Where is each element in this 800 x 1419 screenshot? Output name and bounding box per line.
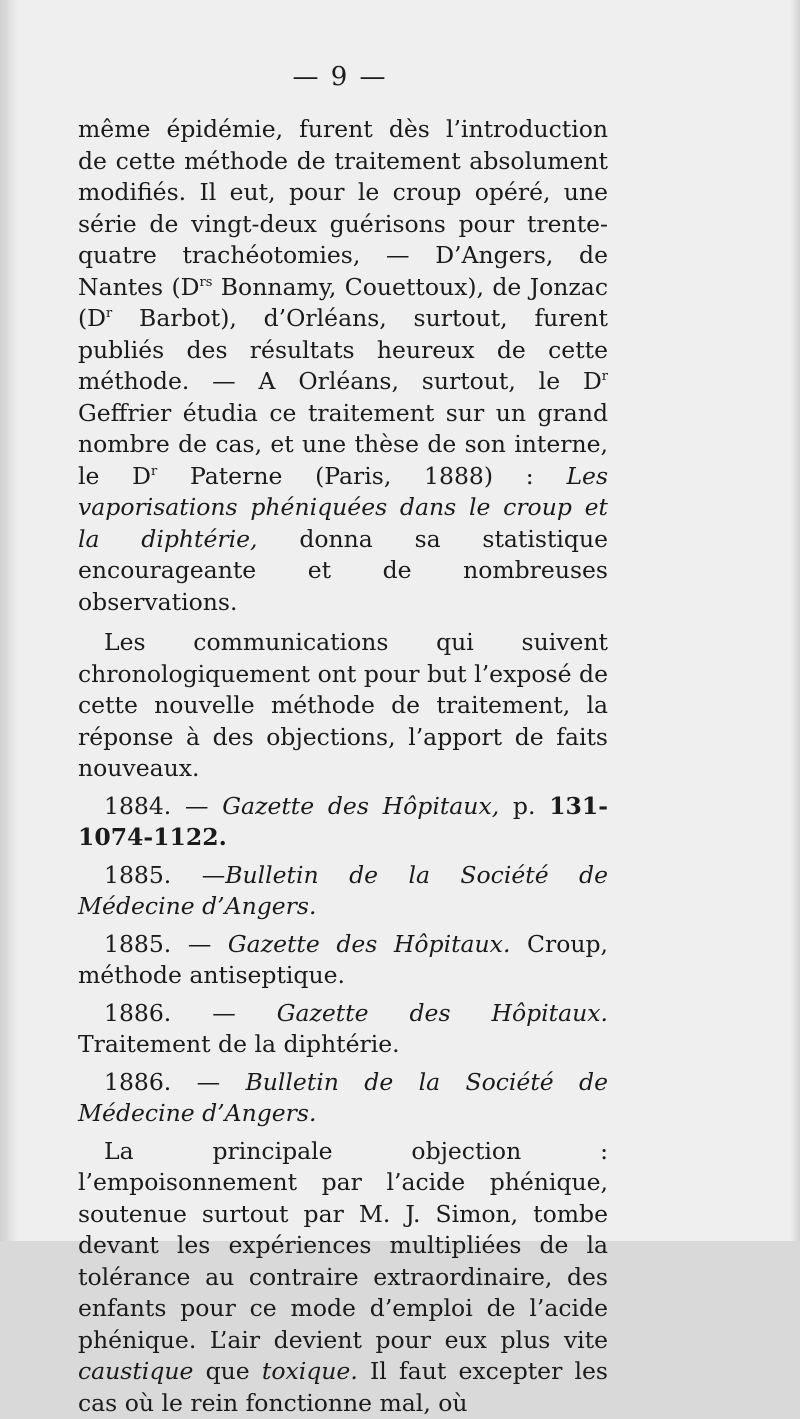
superscript-drs: rs	[200, 275, 213, 290]
paragraph-1-text-d: Geffrier étudia ce traitement sur un grand nombre de cas, et une thèse de son interne, le D	[78, 399, 608, 490]
paragraph-1-text-e: Paterne (Paris, 1888) :	[157, 462, 566, 490]
paragraph-3-text-c: Il faut excepter les cas où le rein fonctionne mal, où	[78, 1357, 608, 1417]
reference-year: 1886.	[104, 999, 171, 1027]
reference-year: 1884.	[104, 792, 171, 820]
paragraph-3	[78, 1136, 608, 1419]
reference-item	[78, 1067, 608, 1130]
paragraph-1-text-c: Barbot), d’Orléans, surtout, furent publiés des résultats heureux de cette méthode. — A Orléans, surtout, le D	[78, 304, 608, 395]
superscript-dr: r	[602, 369, 608, 384]
italic-word: toxique.	[262, 1357, 358, 1385]
reference-title: Bulletin de la Société de Médecine d’Angers.	[78, 1068, 608, 1128]
thesis-title: Les vaporisations phéniquées dans le croup et la diphtérie,	[78, 462, 608, 553]
reference-title: Gazette des Hôpitaux.	[228, 930, 511, 958]
reference-detail: p.	[499, 792, 549, 820]
reference-detail: Traitement de la diphtérie.	[78, 1030, 400, 1058]
paragraph-2: Les communications qui suivent chronologiquement ont pour but l’exposé de cette nouvelle méthode de traitement, la réponse à des objections, l’apport de faits nouveaux.	[78, 627, 608, 785]
superscript-dr: r	[106, 306, 112, 321]
reference-pages: 131-1074-1122.	[78, 792, 608, 852]
reference-title: Gazette des Hôpitaux,	[222, 792, 499, 820]
reference-year: 1885.	[104, 861, 171, 889]
reference-year: 1886.	[104, 1068, 171, 1096]
paragraph-3-text-b: que	[193, 1357, 261, 1385]
reference-title: Bulletin de la Société de Médecine d’Angers.	[78, 861, 608, 921]
italic-word: caustique	[78, 1357, 193, 1385]
paragraph-3-text-a: La principale objection : l’empoisonnement par l’acide phénique, soutenue surtout par M. J. Simon, tombe devant les expériences multipliées de la tolérance au contraire extraordinaire, des enfants pour ce mode d’emploi de l’acide phénique. L’air devient pour eux plus vite	[78, 1137, 608, 1354]
reference-dash: —	[171, 792, 222, 820]
page-gutter-shadow	[0, 0, 18, 1241]
reference-title: Gazette des Hôpitaux.	[277, 999, 608, 1027]
reference-item	[78, 998, 608, 1061]
body-text	[78, 114, 608, 1419]
reference-dash: —	[171, 861, 225, 889]
reference-year: 1885.	[104, 930, 171, 958]
page-number: — 9 —	[0, 62, 680, 92]
paragraph-1-text-a: même épidémie, furent dès l’introduction de cette méthode de traitement absolument modifiés. Il eut, pour le croup opéré, une série de vingt-deux guérisons pour trente-quatre trachéotomies, — D’Angers, de Nantes (D	[78, 115, 608, 301]
reference-dash: —	[171, 999, 276, 1027]
reference-item	[78, 929, 608, 992]
reference-item	[78, 791, 608, 854]
reference-dash: —	[171, 1068, 245, 1096]
paragraph-1-text-f: donna sa statistique encourageante et de nombreuses observations.	[78, 525, 608, 616]
reference-dash: —	[171, 930, 228, 958]
superscript-dr: r	[151, 464, 157, 479]
page-edge-shadow	[790, 0, 800, 1241]
reference-item	[78, 860, 608, 923]
paragraph-1-text-b: Bonnamy, Couettoux), de Jonzac (D	[78, 273, 608, 333]
reference-detail: Croup, méthode antiseptique.	[78, 930, 608, 990]
paragraph-1	[78, 114, 608, 618]
